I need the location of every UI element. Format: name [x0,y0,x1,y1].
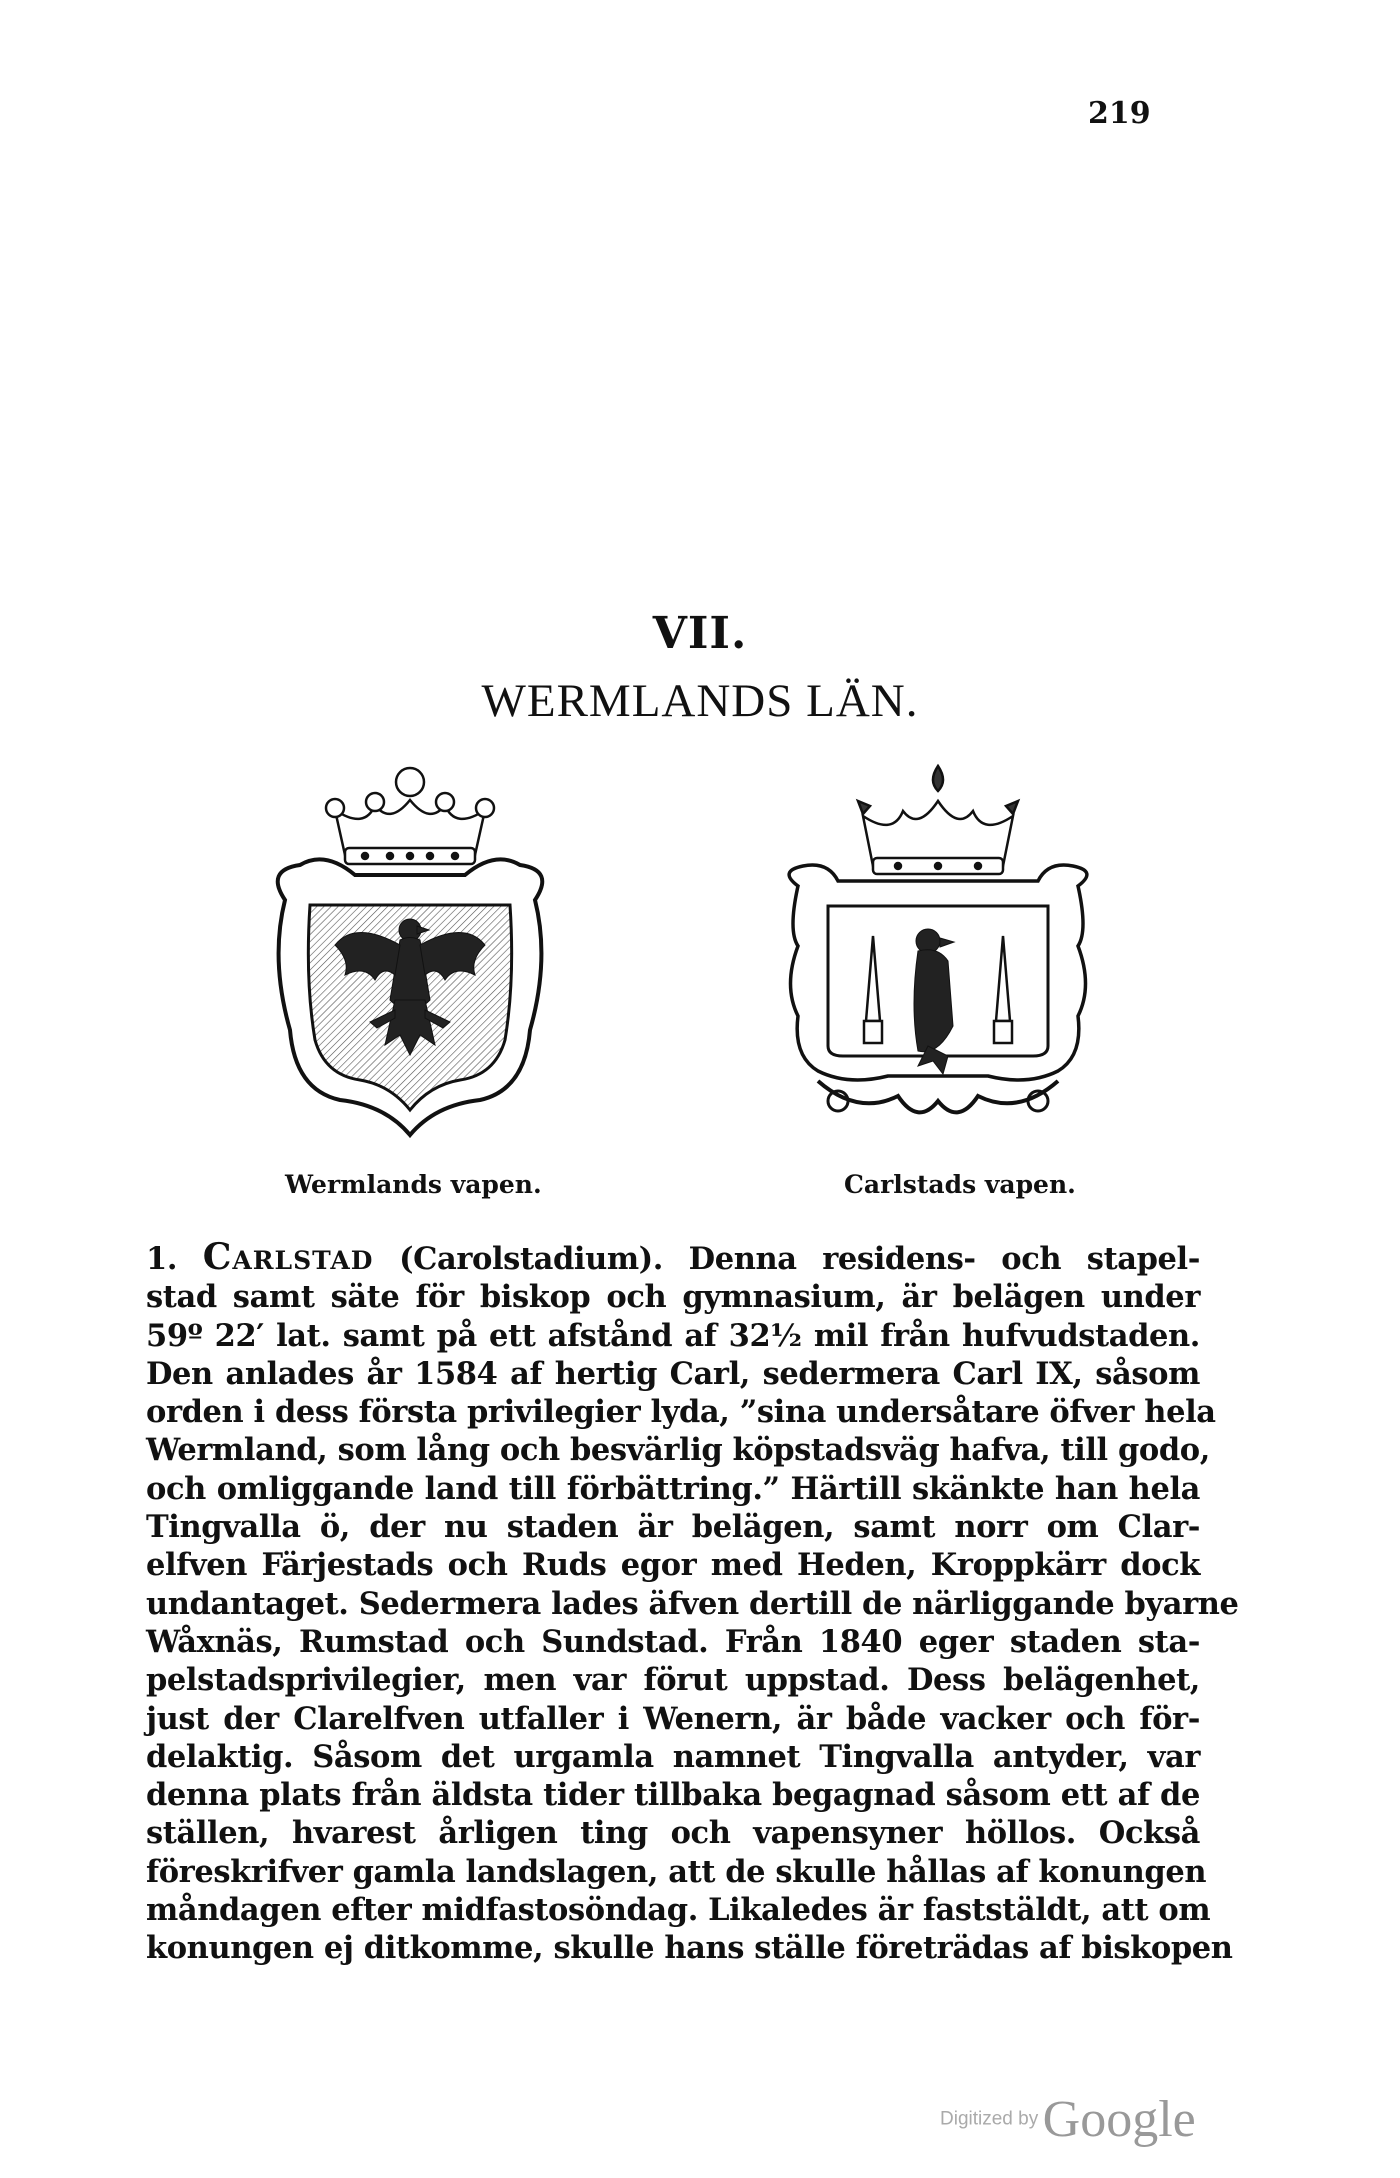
text-line: 59º 22′ lat. samt på ett afstånd af 32½ mil från hufvudstaden. [146,1317,1200,1354]
text-line: Den anlades år 1584 af hertig Carl, sedermera Carl IX, såsom [146,1355,1200,1392]
article-body [146,1236,1239,1968]
watermark-brand: Google [1042,2091,1196,2148]
chapter-number: VII. [652,608,748,659]
text-line: undantaget. Sedermera lades äfven dertill de närliggande byarne [146,1585,1239,1622]
text-line: delaktig. Såsom det urgamla namnet Tingvalla antyder, var [146,1738,1200,1775]
chapter-title: WERMLANDS LÄN. [481,675,919,727]
carlstad-coat-of-arms [778,756,1098,1156]
text-line: pelstadsprivilegier, men var förut uppstad. Dess belägenhet, [146,1662,1200,1699]
text-line: och omliggande land till förbättring.” Härtill skänkte han hela [146,1470,1200,1507]
entry-first-line-rest: (Carolstadium). Denna residens- och stapel- [399,1241,1200,1277]
text-line: måndagen efter midfastosöndag. Likaledes är faststäldt, att om [146,1892,1211,1929]
text-line: Tingvalla ö, der nu staden är belägen, samt norr om Clar- [146,1509,1200,1546]
text-line: stad samt säte för biskop och gymnasium, är belägen under [146,1279,1200,1316]
text-line: ställen, hvarest årligen ting och vapensyner höllos. Också [146,1815,1200,1852]
article-first-line [146,1238,1200,1278]
page-number: 219 [1088,96,1151,131]
entry-number: 1. [146,1241,178,1277]
text-line: denna plats från äldsta tider tillbaka begagnad såsom ett af de [146,1777,1200,1814]
text-line: konungen ej ditkomme, skulle hans ställe företrädas af biskopen [146,1930,1233,1967]
text-line: just der Clarelfven utfaller i Wenern, är både vacker och för- [146,1700,1200,1737]
crown-icon [326,768,494,864]
text-line: föreskrifver gamla landslagen, att de skulle hållas af konungen [146,1853,1207,1890]
crown-icon [858,766,1018,874]
entry-heading: Carlstad [202,1236,374,1278]
text-line: orden i dess första privilegier lyda, ”sina undersåtare öfver hela [146,1394,1216,1431]
text-line: Wåxnäs, Rumstad och Sundstad. Från 1840 eger staden sta- [146,1623,1200,1660]
figure-caption-left: Wermlands vapen. [285,1170,542,1199]
watermark-prefix: Digitized by [940,2108,1039,2130]
digitized-watermark [940,2090,1196,2149]
figure-caption-right: Carlstads vapen. [844,1170,1076,1199]
wermland-coat-of-arms [265,760,555,1150]
text-line: Wermland, som lång och besvärlig köpstadsväg hafva, till godo, [146,1432,1210,1469]
text-line: elfven Färjestads och Ruds egor med Heden, Kroppkärr dock [146,1547,1200,1584]
